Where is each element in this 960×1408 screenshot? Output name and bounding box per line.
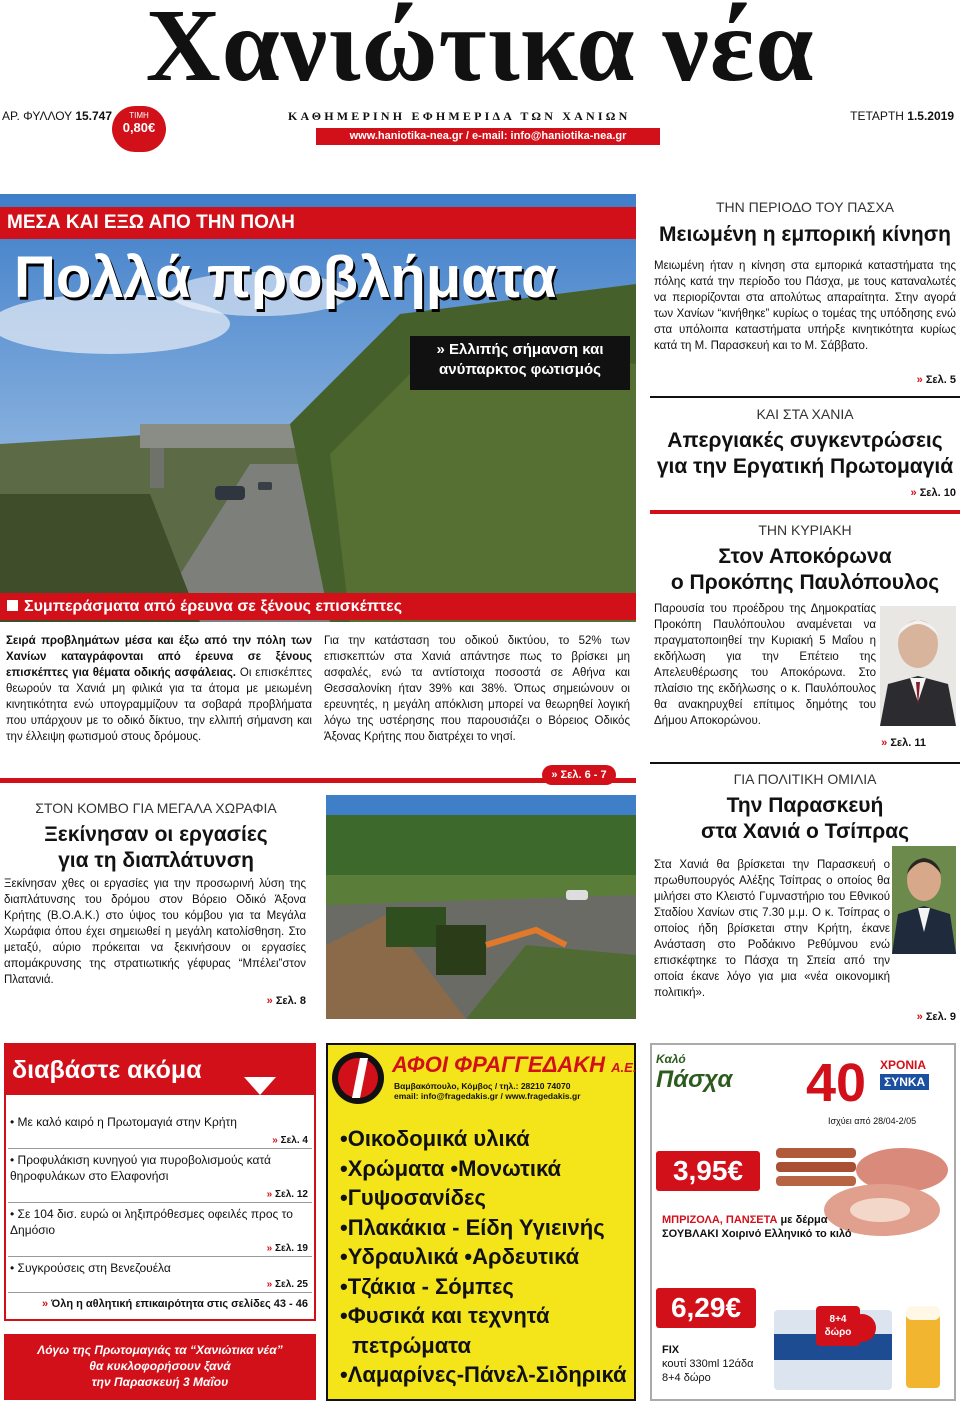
right-story-3-headline[interactable] (650, 544, 960, 596)
mid-headline-line1: Ξεκίνησαν οι εργασίες (44, 823, 268, 846)
offer-2-brand: FIX (662, 1344, 680, 1356)
beer-photo (766, 1292, 954, 1396)
offer-2-description (662, 1343, 762, 1385)
price-badge (112, 106, 166, 152)
read-more-page-ref[interactable] (10, 1135, 308, 1146)
price-tag: 3,95€ (656, 1151, 760, 1191)
offer-validity: Ισχύει από 28/04-2/05 (828, 1116, 917, 1126)
right-story-1-body: Μειωμένη ήταν η κίνηση στα εμπορικά καταστήματα της πόλης κατά την περίοδο του Πάσχα, με τους καταναλωτές να περιορίζονται στα απολύτως απαραίτητα. Στην αγορά των Χανίων “κινήθηκε” κυρίως ο τομέας της υπόδησης ενώ στα υπόλοιπα καταστήματα υπήρξε κινητικότητα κυρίως κατά τη Μ. Παρασκευή και το Μ. Σάββατο. (654, 260, 956, 352)
right-story-4-headline[interactable] (650, 793, 960, 845)
divider (8, 1292, 312, 1293)
offer-1-text-a: με δέρμα (777, 1214, 828, 1226)
mid-story-body: Ξεκίνησαν χθες οι εργασίες για την προσωρινή λύση της διαπλάτυνσης του δρόμου στον Βόρειο Οδικό Άξονα Κρήτης (Β.Ο.Α.Κ.) στο ύψος του κόμβου για τα Μεγάλα Χωράφια όπου έχει σημειωθεί η μεγάλη κατολίσθηση. Στο μεταξύ, αύριο πρόκειται να ξεκινήσουν οι εργασίες απομάκρυνσης της στρατιωτικής γέφυρας “Μπέλει”στον Πλατανιά. (4, 878, 306, 986)
product-item: •Πλακάκια - Είδη Υγιεινής (340, 1214, 605, 1240)
mid-page-ref-text: Σελ. 8 (275, 995, 306, 1007)
read-more-item[interactable]: • Προφυλάκιση κυνηγού για πυροβολισμούς κατά θηροφυλάκων στο Ελαφονήσι (10, 1153, 271, 1183)
offer-1-description (662, 1213, 952, 1241)
right-story-2-page-ref[interactable] (650, 487, 956, 499)
product-item: •Φυσικά και τεχνητά (340, 1303, 550, 1328)
main-story-column-1 (6, 633, 312, 745)
sports-pages-ref[interactable] (10, 1298, 308, 1310)
price-label: ΤΙΜΗ (129, 111, 149, 120)
product-item: •Υδραυλικά •Αρδευτικά (340, 1244, 580, 1269)
greeting-small: Καλό (656, 1052, 686, 1066)
divider (8, 1202, 312, 1203)
issue-value: 15.747 (75, 109, 113, 123)
read-more-item[interactable]: • Συγκρούσεις στη Βενεζουέλα (10, 1261, 171, 1275)
double-chevron-icon: » (266, 1279, 275, 1290)
read-more-page-ref[interactable] (10, 1243, 308, 1254)
double-chevron-icon: » (266, 1189, 275, 1200)
r1-page-ref-text: Σελ. 5 (925, 374, 956, 386)
product-item: •Οικοδομικά υλικά (340, 1126, 530, 1151)
main-story-page-ref[interactable]: » Σελ. 6 - 7 (542, 765, 616, 785)
main-story-rule (0, 778, 636, 783)
main-sub-line2: ανύπαρκτος φωτισμός (439, 360, 601, 378)
right-story-3-kicker: ΤΗΝ ΚΥΡΙΑΚΗ (758, 522, 852, 538)
triangle-down-icon (244, 1077, 276, 1095)
notice-line2: θα κυκλοφορήσουν ξανά (89, 1359, 231, 1373)
double-chevron-icon: » (272, 1135, 281, 1146)
offer-1-highlight: ΜΠΡΙΖΟΛΑ, ΠΑΝΣΕΤΑ (662, 1214, 778, 1226)
pavlopoulos-photo (880, 606, 956, 726)
issue-day: ΤΕΤΑΡΤΗ (850, 109, 904, 123)
right-story-3-body: Παρουσία του προέδρου της Δημοκρατίας Προκόπη Παυλόπουλου αναμένεται να πραγματοποιηθεί την Κυριακή 5 Μαΐου η εκδήλωση για την Επέτειο της Απελευθέρωσης του Αποκόρωνα. Στο πλαίσιο της εκδήλωσης ο κ. Παυλόπουλος θα ανακηρυχθεί επίτιμος δημότης του Δήμου Αποκορώνου. (654, 603, 876, 727)
newspaper-subtitle: ΚΑΘΗΜΕΡΙΝΗ ΕΦΗΜΕΡΙΔΑ ΤΩΝ ΧΑΝΙΩΝ (288, 109, 631, 123)
fragedakis-contact-line2: email: info@fragedakis.gr / www.fragedakis.gr (394, 1091, 581, 1101)
double-chevron-icon: » (881, 737, 891, 749)
main-story-headline[interactable]: Πολλά προβλήματα (14, 245, 557, 310)
notice-line1: Λόγω της Πρωτομαγιάς τα “Χανιώτικα νέα” (37, 1343, 283, 1357)
newspaper-title: Χανιώτικα νέα (145, 0, 815, 103)
mid-story-kicker: ΣΤΟΝ ΚΟΜΒΟ ΓΙΑ ΜΕΓΑΛΑ ΧΩΡΑΦΙΑ (35, 800, 277, 816)
notice-line3: την Παρασκευή 3 Μαΐου (91, 1375, 229, 1389)
product-item: •Τζάκια - Σόμπες (340, 1273, 514, 1299)
offer-1-text-c: Χοιρινό Ελληνικό το κιλό (718, 1228, 852, 1240)
divider (8, 1148, 312, 1149)
double-chevron-icon: » (266, 1243, 275, 1254)
issue-number (2, 109, 112, 123)
main-band-text: Συμπεράσματα από έρευνα σε ξένους επισκέπτες (24, 598, 403, 615)
divider (650, 510, 960, 514)
main-sub-line1: » Ελλιπής σήμανση και (436, 341, 604, 358)
fragedakis-suffix: Α.Ε. (611, 1060, 637, 1075)
mid-headline-line2: για τη διαπλάτυνση (58, 849, 254, 872)
price-tag: 6,29€ (656, 1288, 756, 1328)
double-chevron-icon: » (916, 1011, 926, 1023)
offer-1-text-b: ΣΟΥΒΛΑΚΙ (662, 1228, 719, 1240)
right-story-4-body: Στα Χανιά θα βρίσκεται την Παρασκευή ο πρωθυπουργός Αλέξης Τσίπρας ο οποίος θα μιλήσει στο Κλειστό Γυμναστήριο του Εθνικού Σταδίου Χανίων στις 7.30 μ.μ. Ο κ. Τσίπρας ο οποίος ήδη βρίσκεται στην Κρήτη, έκανε Ανάσταση στο Ροδάκινο Ρεθύμνου ενώ επισκέφτηκε το Πάσχα τη Σπεία από την οποία έκανε λόγο για μια «νέα οικονομική πολιτική». (654, 859, 890, 999)
fragedakis-name-text: ΑΦΟΙ ΦΡΑΓΓΕΔΑΚΗ (392, 1052, 606, 1077)
fragedakis-contact (394, 1081, 634, 1101)
double-chevron-icon: » (916, 374, 926, 386)
promo-badge: 8+4 δώρο (816, 1306, 860, 1346)
greeting-text: Πάσχα (656, 1066, 733, 1093)
read-more-item[interactable]: • Με καλό καιρό η Πρωτομαγιά στην Κρήτη (10, 1115, 237, 1129)
r4-headline-line1: Την Παρασκευή (726, 794, 884, 817)
mid-story-photo (326, 795, 636, 1019)
r3-page-ref-text: Σελ. 11 (890, 737, 926, 749)
issue-date-value: 1.5.2019 (907, 109, 954, 123)
anniversary-years: ΧΡΟΝΙΑ (880, 1058, 927, 1072)
sports-ref-text: Όλη η αθλητική επικαιρότητα στις σελίδες 43 - 46 (51, 1298, 308, 1310)
read-more-page-ref[interactable] (10, 1189, 308, 1200)
synka-logo: ΣΥΝΚΑ (880, 1074, 929, 1090)
read-more-ref-text: Σελ. 12 (275, 1189, 308, 1200)
issue-date (850, 109, 954, 123)
publication-notice (4, 1334, 316, 1400)
divider (650, 762, 960, 764)
mid-story-page-ref[interactable] (0, 995, 306, 1007)
product-item: πετρώματα (352, 1332, 472, 1358)
divider (8, 1256, 312, 1257)
read-more-ref-text: Σελ. 25 (275, 1279, 308, 1290)
main-story-lead: Σειρά προβλημάτων μέσα και έξω από την πόλη των Χανίων καταγράφονται από έρευνα σε ξένους επισκέπτες για θέματα οδικής ασφάλειας. (6, 635, 312, 679)
r2-headline-line1: Απεργιακές συγκεντρώσεις (667, 429, 943, 452)
right-story-1-headline[interactable]: Μειωμένη η εμπορική κίνηση (659, 223, 951, 246)
right-story-4-kicker: ΓΙΑ ΠΟΛΙΤΙΚΗ ΟΜΙΛΙΑ (733, 771, 877, 787)
right-story-2-kicker: ΚΑΙ ΣΤΑ ΧΑΝΙΑ (756, 406, 854, 422)
read-more-page-ref[interactable] (10, 1279, 308, 1290)
double-chevron-icon: » (41, 1298, 52, 1310)
product-item: •Λαμαρίνες-Πάνελ-Σιδηρικά (340, 1362, 627, 1387)
fragedakis-name (392, 1052, 636, 1078)
right-story-4-page-ref[interactable] (650, 1011, 956, 1023)
r4-headline-line2: στα Χανιά ο Τσίπρας (700, 820, 910, 843)
offer-2-line2: 8+4 δώρο (662, 1372, 711, 1384)
divider (650, 396, 960, 398)
fragedakis-logo-icon (330, 1050, 386, 1106)
fragedakis-products (340, 1124, 632, 1390)
read-more-header (4, 1043, 316, 1095)
r2-page-ref-text: Σελ. 10 (919, 487, 956, 499)
main-story-kicker: ΜΕΣΑ ΚΑΙ ΕΞΩ ΑΠΟ ΤΗΝ ΠΟΛΗ (0, 207, 636, 239)
right-story-2-headline[interactable] (650, 428, 960, 480)
read-more-ref-text: Σελ. 19 (275, 1243, 308, 1254)
fragedakis-contact-line1: Βαμβακόπουλο, Κόμβος / τηλ.: 28210 74070 (394, 1081, 571, 1091)
right-story-1-page-ref[interactable] (650, 374, 956, 386)
read-more-ref-text: Σελ. 4 (280, 1135, 308, 1146)
product-item: •Χρώματα •Μονωτικά (340, 1155, 562, 1181)
double-chevron-icon: » (910, 487, 920, 499)
r3-headline-line2: ο Προκόπης Παυλόπουλος (670, 571, 940, 594)
right-story-1-kicker: ΤΗΝ ΠΕΡΙΟΔΟ ΤΟΥ ΠΑΣΧΑ (715, 199, 894, 215)
read-more-title: διαβάστε ακόμα (12, 1056, 202, 1084)
main-story-band (0, 593, 636, 620)
issue-label: ΑΡ. ΦΥΛΛΟΥ (2, 109, 72, 123)
read-more-item[interactable]: • Σε 104 δισ. ευρώ οι ληξιπρόθεσμες οφειλές προς το Δημόσιο (10, 1207, 293, 1237)
main-story-subheadline (410, 336, 630, 390)
contact-bar[interactable]: www.haniotika-nea.gr / e-mail: info@haniotika-nea.gr (316, 128, 660, 145)
r3-headline-line1: Στον Αποκόρωνα (718, 545, 892, 568)
price-value: 0,80€ (122, 120, 156, 135)
main-story-column-2: Για την κατάσταση του οδικού δικτύου, το 52% των επισκεπτών στα Χανιά απάντησε πως το βρίσκει μη ασφαλές, ενώ τα αντίστοιχα ποσοστά σε Αθήνα και Θεσσαλονίκη ήταν 39% και 38%. Όπως σημειώνουν οι ερευνητές, η μεγάλη απόκλιση μπορεί να θεωρηθεί λογική λόγω της υστέρησης που παρουσιάζει ο Βόρειος Οδικός Άξονας Κρήτης που διατρέχει το νησί. (324, 635, 630, 743)
r4-page-ref-text: Σελ. 9 (925, 1011, 956, 1023)
right-story-3-page-ref[interactable] (650, 737, 926, 749)
square-bullet-icon (7, 600, 18, 611)
mid-story-headline[interactable] (0, 822, 312, 874)
double-chevron-icon: » (266, 995, 276, 1007)
easter-greeting (656, 1052, 732, 1094)
tsipras-photo (892, 846, 956, 954)
r2-headline-line2: για την Εργατική Πρωτομαγιά (656, 455, 954, 478)
anniversary-number: 40 (806, 1053, 867, 1113)
product-item: •Γυψοσανίδες (340, 1185, 486, 1210)
main-story-body-1: Οι επισκέπτες θεωρούν τα Χανιά μη φιλικά για τα άτομα με μειωμένη κινητικότητα ενώ υπογραμμίζουν τα σοβαρά προβλήματα που υπάρχουν με το οδικό δίκτυο, την ελλιπή σήμανση και την έλλειψη φωτισμού στους δρόμους. (6, 667, 312, 743)
offer-2-line1: κουτί 330ml 12άδα (662, 1358, 754, 1370)
